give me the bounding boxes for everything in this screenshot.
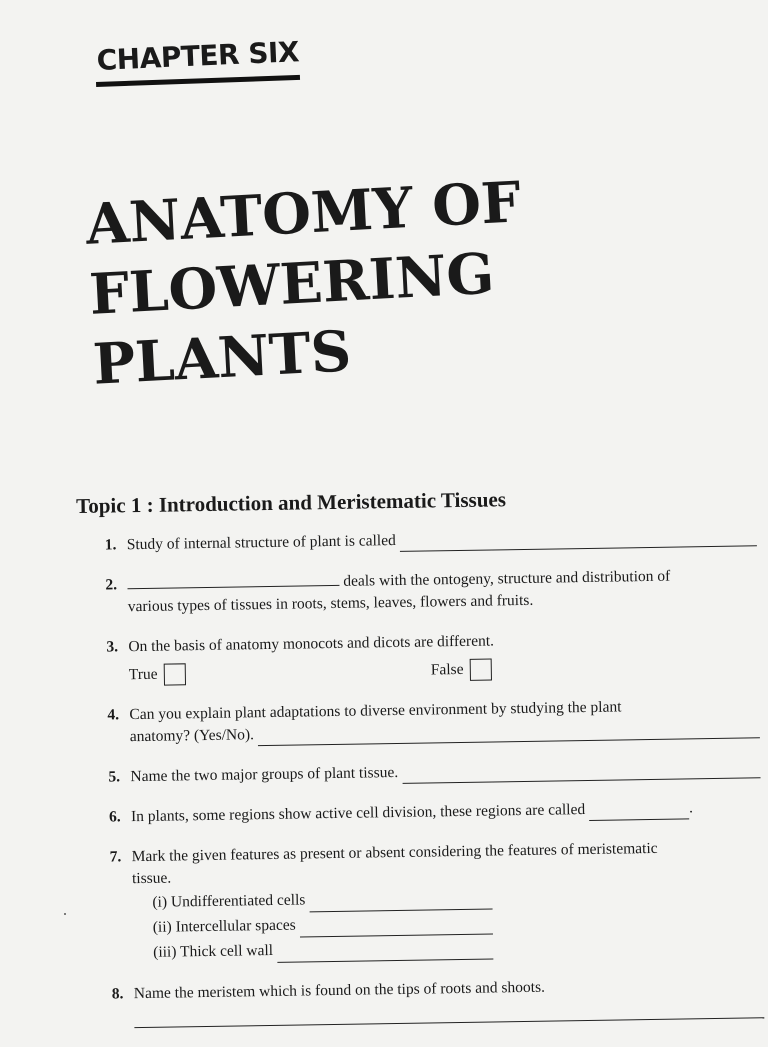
question-text: deals with the ontogeny, structure and distribution of [343, 567, 671, 590]
answer-blank[interactable] [258, 723, 760, 746]
feature-label: (iii) Thick cell wall [153, 941, 274, 961]
question-2 [77, 564, 758, 619]
answer-blank[interactable] [402, 763, 760, 784]
feature-label: (i) Undifferentiated cells [152, 891, 306, 911]
question-1 [77, 524, 757, 557]
true-checkbox[interactable] [163, 663, 185, 685]
question-number: 5. [108, 768, 121, 786]
answer-blank[interactable] [309, 895, 492, 913]
question-text: Mark the given features as present or absent considering the features of meristematic [131, 839, 658, 866]
feature-list [152, 880, 763, 965]
chapter-title [84, 167, 530, 400]
title-line: PLANTS [91, 318, 353, 398]
question-5 [80, 756, 760, 789]
chapter-underline [96, 75, 300, 87]
false-checkbox[interactable] [469, 658, 491, 680]
true-false-options [129, 654, 759, 686]
question-text-continued: anatomy? (Yes/No). [129, 726, 255, 746]
question-text-continued: various types of tissues in roots, stems, leaves, flowers and fruits. [127, 591, 534, 616]
question-end-mark: . [688, 799, 694, 817]
question-number: 3. [106, 638, 119, 656]
answer-blank[interactable] [300, 920, 493, 938]
answer-line[interactable] [134, 1003, 764, 1028]
question-number: 6. [108, 808, 121, 826]
question-text: Name the meristem which is found on the tips of roots and shoots. [133, 978, 546, 1003]
question-6 [81, 796, 761, 829]
question-number: 8. [111, 985, 124, 1003]
question-number: 4. [107, 706, 120, 724]
question-7 [82, 836, 764, 966]
question-text: Name the two major groups of plant tissue. [130, 763, 399, 786]
question-text: On the basis of anatomy monocots and dicots are different. [128, 632, 495, 656]
true-label: True [128, 665, 158, 684]
answer-blank[interactable] [277, 945, 493, 963]
feature-item [153, 910, 493, 940]
question-text: In plants, some regions show active cell division, these regions are called [130, 801, 586, 826]
question-text: Study of internal structure of plant is called [126, 531, 396, 554]
false-label: False [430, 660, 464, 679]
title-line: ANATOMY OF [84, 169, 523, 258]
feature-label: (ii) Intercellular spaces [152, 916, 296, 936]
question-number: 1. [104, 536, 117, 554]
question-8 [84, 973, 765, 1029]
question-3 [78, 626, 759, 687]
answer-blank[interactable] [400, 531, 757, 552]
feature-item [152, 885, 492, 915]
topic-heading: Topic 1 : Introduction and Meristematic Tissues [76, 487, 507, 518]
question-text: Can you explain plant adaptations to diverse environment by studying the plant [129, 698, 622, 724]
title-line: FLOWERING [87, 240, 496, 328]
question-section [76, 483, 765, 1047]
question-number: 7. [109, 848, 122, 866]
feature-item [153, 935, 493, 965]
question-text-continued: tissue. [131, 869, 172, 888]
page-speck [64, 913, 66, 915]
question-number: 2. [105, 576, 118, 594]
question-4 [79, 694, 760, 749]
chapter-heading: CHAPTER SIX [96, 35, 300, 77]
answer-blank[interactable] [127, 571, 339, 589]
answer-blank[interactable] [589, 804, 689, 821]
